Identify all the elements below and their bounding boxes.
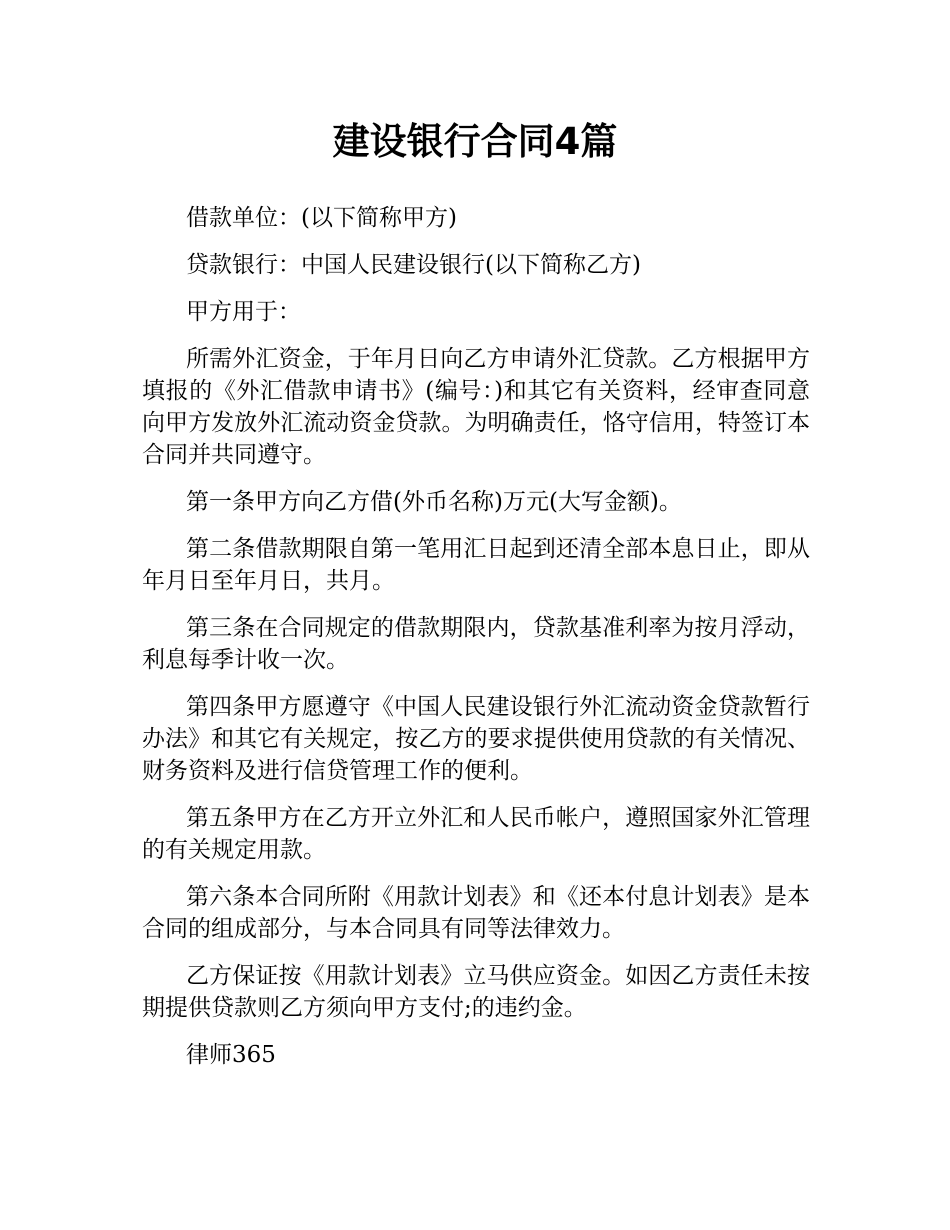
paragraph-article-4: 第四条甲方愿遵守《中国人民建设银行外汇流动资金贷款暂行办法》和其它有关规定，按乙方的要求提供使用贷款的有关情况、财务资料及进行信贷管理工作的便利。 [142, 694, 810, 784]
paragraph-guarantee: 乙方保证按《用款计划表》立马供应资金。如因乙方责任未按期提供贷款则乙方须向甲方支付;的违约金。 [142, 963, 810, 1021]
paragraph-footer: 律师365 [186, 1042, 276, 1068]
document-title: 建设银行合同4篇 [332, 120, 618, 163]
document-body [142, 202, 810, 1086]
paragraph-lender: 贷款银行：中国人民建设银行(以下简称乙方) [186, 252, 641, 278]
paragraph-article-1: 第一条甲方向乙方借(外币名称)万元(大写金额)。 [186, 489, 682, 515]
paragraph-article-6: 第六条本合同所附《用款计划表》和《还本付息计划表》是本合同的组成部分，与本合同具有同等法律效力。 [142, 884, 810, 942]
paragraph-purpose: 甲方用于： [186, 299, 301, 325]
paragraph-borrower: 借款单位：(以下简称甲方) [186, 205, 457, 231]
paragraph-article-3: 第三条在合同规定的借款期限内，贷款基准利率为按月浮动，利息每季计收一次。 [142, 615, 810, 673]
paragraph-article-5: 第五条甲方在乙方开立外汇和人民币帐户，遵照国家外汇管理的有关规定用款。 [142, 805, 810, 863]
paragraph-preamble: 所需外汇资金，于年月日向乙方申请外汇贷款。乙方根据甲方填报的《外汇借款申请书》(编号：)和其它有关资料，经审查同意向甲方发放外汇流动资金贷款。为明确责任，恪守信用，特签订本合同并共同遵守。 [142, 346, 810, 468]
paragraph-article-2: 第二条借款期限自第一笔用汇日起到还清全部本息日止，即从年月日至年月日，共月。 [142, 536, 810, 594]
